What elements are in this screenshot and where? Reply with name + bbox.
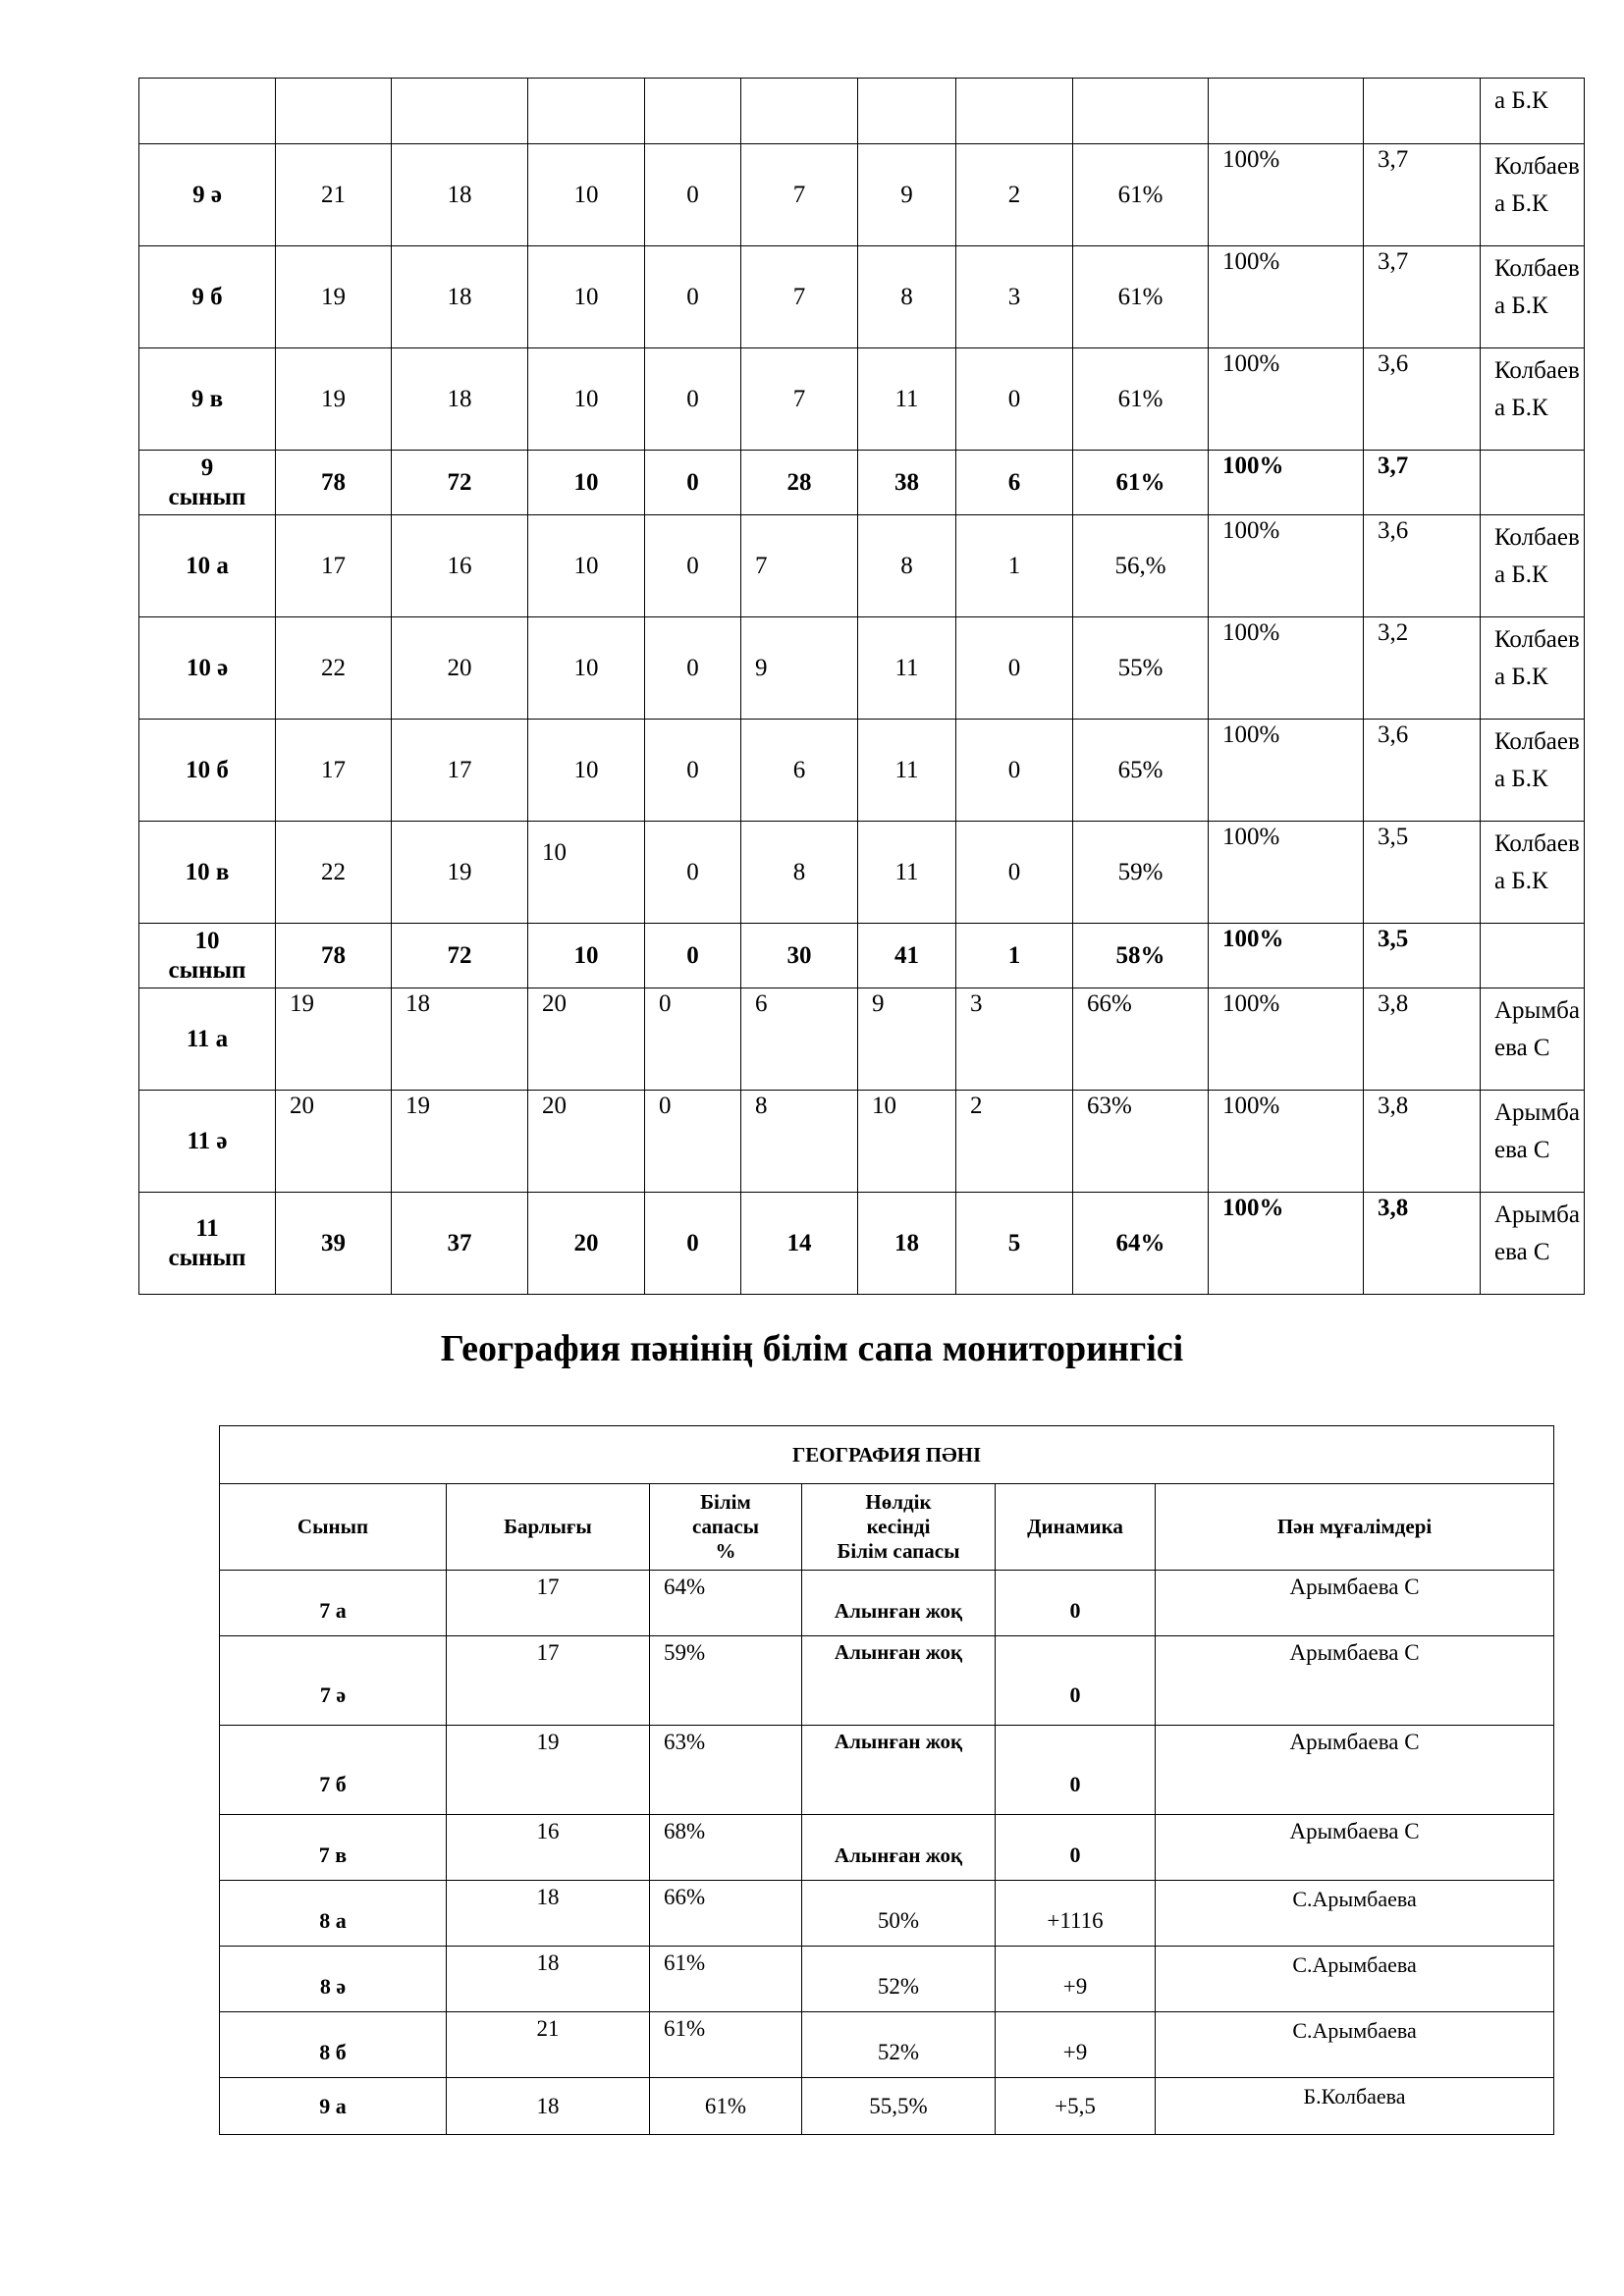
- grade3-cell: 8: [741, 1091, 858, 1193]
- avg-cell: 3,5: [1364, 924, 1481, 988]
- success-cell: 100%: [1209, 617, 1364, 720]
- wrote-cell: 18: [392, 144, 528, 246]
- table-row: [220, 1815, 1554, 1881]
- grade2-cell: 0: [645, 144, 741, 246]
- max-cell: 20: [528, 1091, 645, 1193]
- table-row: [220, 2078, 1554, 2135]
- quality-cell: 59%: [1073, 822, 1209, 924]
- summary-row: [139, 1193, 1585, 1295]
- class-cell: 11 ә: [139, 1091, 276, 1193]
- grade5-cell: 3: [956, 246, 1073, 348]
- table-row: [139, 348, 1585, 451]
- grade2-cell: 0: [645, 924, 741, 988]
- class-cell: 8 а: [220, 1881, 447, 1947]
- class-cell: 9 ә: [139, 144, 276, 246]
- grade4-cell: 11: [858, 617, 956, 720]
- teacher-cell: Колбаев а Б.К: [1481, 144, 1585, 246]
- class-cell: 11 а: [139, 988, 276, 1091]
- class-cell: 7 в: [220, 1815, 447, 1881]
- table-row: [139, 988, 1585, 1091]
- header-quality: Білім сапасы %: [650, 1484, 802, 1571]
- table-row: [220, 1571, 1554, 1636]
- teacher-cell: Колбаев а Б.К: [1481, 822, 1585, 924]
- wrote-cell: 20: [392, 617, 528, 720]
- teacher-cell: Колбаев а Б.К: [1481, 617, 1585, 720]
- dynamics-cell: 0: [996, 1571, 1156, 1636]
- grade5-cell: 0: [956, 617, 1073, 720]
- grade5-cell: 2: [956, 144, 1073, 246]
- total-cell: 17: [276, 515, 392, 617]
- grade4-cell: 10: [858, 1091, 956, 1193]
- avg-cell: 3,6: [1364, 515, 1481, 617]
- wrote-cell: 19: [392, 1091, 528, 1193]
- table-row: [139, 246, 1585, 348]
- success-cell: 100%: [1209, 1193, 1364, 1295]
- grade4-cell: 41: [858, 924, 956, 988]
- zero-slice-cell: 55,5%: [802, 2078, 996, 2135]
- success-cell: 100%: [1209, 1091, 1364, 1193]
- class-cell: 9 а: [220, 2078, 447, 2135]
- total-cell: 19: [276, 246, 392, 348]
- dynamics-cell: +1116: [996, 1881, 1156, 1947]
- quality-cell: 61%: [1073, 246, 1209, 348]
- avg-cell: 3,7: [1364, 451, 1481, 515]
- success-cell: 100%: [1209, 988, 1364, 1091]
- total-cell: 17: [276, 720, 392, 822]
- max-cell: 10: [528, 720, 645, 822]
- grade5-cell: 3: [956, 988, 1073, 1091]
- quality-cell: 61%: [650, 2012, 802, 2078]
- grade5-cell: 2: [956, 1091, 1073, 1193]
- table-row: [139, 720, 1585, 822]
- grade2-cell: 0: [645, 1091, 741, 1193]
- grade3-cell: 6: [741, 988, 858, 1091]
- total-cell: 78: [276, 924, 392, 988]
- section-title: География пәнінің білім сапа мониторингісі: [440, 1328, 1184, 1369]
- success-cell: 100%: [1209, 924, 1364, 988]
- avg-cell: 3,6: [1364, 348, 1481, 451]
- grade4-cell: 11: [858, 720, 956, 822]
- grade2-cell: 0: [645, 348, 741, 451]
- total-cell: 39: [276, 1193, 392, 1295]
- header-total: Барлығы: [447, 1484, 650, 1571]
- grade3-cell: 6: [741, 720, 858, 822]
- dynamics-cell: 0: [996, 1726, 1156, 1815]
- class-cell: 10 б: [139, 720, 276, 822]
- class-cell: 10 в: [139, 822, 276, 924]
- grade2-cell: 0: [645, 617, 741, 720]
- total-cell: 19: [276, 988, 392, 1091]
- quality-cell: 59%: [650, 1636, 802, 1726]
- summary-row: [139, 924, 1585, 988]
- table-row: [220, 1636, 1554, 1726]
- grade4-cell: 11: [858, 348, 956, 451]
- table-row: [139, 144, 1585, 246]
- success-cell: 100%: [1209, 246, 1364, 348]
- grade3-cell: 28: [741, 451, 858, 515]
- teacher-cell: Арымба ева С: [1481, 1193, 1585, 1295]
- total-cell: 22: [276, 617, 392, 720]
- quality-cell: 61%: [650, 1947, 802, 2012]
- class-cell: 9 сынып: [139, 451, 276, 515]
- avg-cell: 3,8: [1364, 1091, 1481, 1193]
- success-cell: 100%: [1209, 144, 1364, 246]
- header-zero-slice: Нөлдік кесінді Білім сапасы: [802, 1484, 996, 1571]
- teacher-cell: С.Арымбаева: [1156, 2012, 1554, 2078]
- quality-cell: 63%: [1073, 1091, 1209, 1193]
- wrote-cell: 37: [392, 1193, 528, 1295]
- header-dynamics: Динамика: [996, 1484, 1156, 1571]
- grade3-cell: 7: [741, 144, 858, 246]
- quality-cell: 58%: [1073, 924, 1209, 988]
- success-cell: 100%: [1209, 451, 1364, 515]
- avg-cell: 3,5: [1364, 822, 1481, 924]
- grade2-cell: 0: [645, 822, 741, 924]
- zero-slice-cell: 52%: [802, 1947, 996, 2012]
- class-cell: 7 а: [220, 1571, 447, 1636]
- quality-cell: 61%: [650, 2078, 802, 2135]
- teacher-cell: Б.Колбаева: [1156, 2078, 1554, 2135]
- quality-cell: 66%: [1073, 988, 1209, 1091]
- grade2-cell: 0: [645, 515, 741, 617]
- max-cell: 10: [528, 246, 645, 348]
- zero-slice-cell: 52%: [802, 2012, 996, 2078]
- teacher-cell: Арымбаева С: [1156, 1571, 1554, 1636]
- grade3-cell: 8: [741, 822, 858, 924]
- class-cell: 10 сынып: [139, 924, 276, 988]
- success-cell: 100%: [1209, 515, 1364, 617]
- summary-row: [139, 451, 1585, 515]
- grade4-cell: 9: [858, 988, 956, 1091]
- wrote-cell: 18: [392, 348, 528, 451]
- quality-cell: 68%: [650, 1815, 802, 1881]
- max-cell: 10: [528, 822, 645, 924]
- quality-cell: 61%: [1073, 348, 1209, 451]
- quality-cell: 65%: [1073, 720, 1209, 822]
- table-row: [139, 617, 1585, 720]
- grade2-cell: 0: [645, 1193, 741, 1295]
- max-cell: 10: [528, 451, 645, 515]
- success-cell: 100%: [1209, 348, 1364, 451]
- zero-slice-cell: Алынған жоқ: [802, 1571, 996, 1636]
- class-results-table: [138, 78, 1585, 1295]
- zero-slice-cell: Алынған жоқ: [802, 1815, 996, 1881]
- zero-slice-cell: Алынған жоқ: [802, 1726, 996, 1815]
- avg-cell: 3,2: [1364, 617, 1481, 720]
- grade3-cell: 7: [741, 246, 858, 348]
- table-caption: ГЕОГРАФИЯ ПӘНІ: [220, 1426, 1554, 1484]
- grade5-cell: 0: [956, 822, 1073, 924]
- grade3-cell: 7: [741, 515, 858, 617]
- teacher-cell: Арымба ева С: [1481, 1091, 1585, 1193]
- grade3-cell: 7: [741, 348, 858, 451]
- max-cell: 20: [528, 988, 645, 1091]
- total-cell: 19: [447, 1726, 650, 1815]
- zero-slice-cell: Алынған жоқ: [802, 1636, 996, 1726]
- teacher-cell: Колбаев а Б.К: [1481, 348, 1585, 451]
- max-cell: 20: [528, 1193, 645, 1295]
- dynamics-cell: +9: [996, 1947, 1156, 2012]
- grade4-cell: 8: [858, 515, 956, 617]
- quality-cell: 64%: [1073, 1193, 1209, 1295]
- grade4-cell: 9: [858, 144, 956, 246]
- zero-slice-cell: 50%: [802, 1881, 996, 1947]
- grade3-cell: 14: [741, 1193, 858, 1295]
- grade4-cell: 11: [858, 822, 956, 924]
- dynamics-cell: 0: [996, 1636, 1156, 1726]
- total-cell: 78: [276, 451, 392, 515]
- class-cell: 7 б: [220, 1726, 447, 1815]
- table-row: [139, 515, 1585, 617]
- total-cell: 17: [447, 1636, 650, 1726]
- class-cell: 8 ә: [220, 1947, 447, 2012]
- teacher-cell: а Б.К: [1481, 79, 1585, 144]
- class-cell: 11 сынып: [139, 1193, 276, 1295]
- quality-cell: 61%: [1073, 451, 1209, 515]
- grade4-cell: 18: [858, 1193, 956, 1295]
- success-cell: 100%: [1209, 720, 1364, 822]
- total-cell: 20: [276, 1091, 392, 1193]
- wrote-cell: 16: [392, 515, 528, 617]
- total-cell: 21: [276, 144, 392, 246]
- grade2-cell: 0: [645, 720, 741, 822]
- total-cell: 18: [447, 2078, 650, 2135]
- class-cell: 9 б: [139, 246, 276, 348]
- grade5-cell: 6: [956, 451, 1073, 515]
- dynamics-cell: +5,5: [996, 2078, 1156, 2135]
- max-cell: 10: [528, 924, 645, 988]
- wrote-cell: 17: [392, 720, 528, 822]
- wrote-cell: 18: [392, 988, 528, 1091]
- table-row: [139, 79, 1585, 144]
- total-cell: 19: [276, 348, 392, 451]
- dynamics-cell: +9: [996, 2012, 1156, 2078]
- avg-cell: 3,8: [1364, 1193, 1481, 1295]
- grade4-cell: 8: [858, 246, 956, 348]
- teacher-cell: Арымба ева С: [1481, 988, 1585, 1091]
- quality-cell: 64%: [650, 1571, 802, 1636]
- class-cell: 10 ә: [139, 617, 276, 720]
- grade2-cell: 0: [645, 246, 741, 348]
- grade4-cell: 38: [858, 451, 956, 515]
- quality-cell: 61%: [1073, 144, 1209, 246]
- table-caption-row: [220, 1426, 1554, 1484]
- table-row: [220, 2012, 1554, 2078]
- total-cell: 16: [447, 1815, 650, 1881]
- grade2-cell: 0: [645, 451, 741, 515]
- wrote-cell: 19: [392, 822, 528, 924]
- class-cell: 10 а: [139, 515, 276, 617]
- avg-cell: 3,7: [1364, 144, 1481, 246]
- avg-cell: 3,7: [1364, 246, 1481, 348]
- header-class: Сынып: [220, 1484, 447, 1571]
- avg-cell: 3,6: [1364, 720, 1481, 822]
- teacher-cell: Колбаев а Б.К: [1481, 515, 1585, 617]
- table-row: [220, 1726, 1554, 1815]
- total-cell: 22: [276, 822, 392, 924]
- grade3-cell: 30: [741, 924, 858, 988]
- success-cell: 100%: [1209, 822, 1364, 924]
- table-row: [139, 1091, 1585, 1193]
- quality-cell: 63%: [650, 1726, 802, 1815]
- teacher-cell: Арымбаева С: [1156, 1815, 1554, 1881]
- total-cell: 18: [447, 1881, 650, 1947]
- teacher-cell: С.Арымбаева: [1156, 1881, 1554, 1947]
- total-cell: 18: [447, 1947, 650, 2012]
- teacher-cell: Колбаев а Б.К: [1481, 720, 1585, 822]
- wrote-cell: 18: [392, 246, 528, 348]
- total-cell: 17: [447, 1571, 650, 1636]
- grade5-cell: 0: [956, 720, 1073, 822]
- max-cell: 10: [528, 348, 645, 451]
- wrote-cell: 72: [392, 451, 528, 515]
- table-row: [220, 1881, 1554, 1947]
- header-row: [220, 1484, 1554, 1571]
- geography-quality-table: [219, 1425, 1554, 2135]
- avg-cell: 3,8: [1364, 988, 1481, 1091]
- max-cell: 10: [528, 144, 645, 246]
- grade5-cell: 0: [956, 348, 1073, 451]
- class-cell: 8 б: [220, 2012, 447, 2078]
- quality-cell: 56,%: [1073, 515, 1209, 617]
- table-row: [139, 822, 1585, 924]
- max-cell: 10: [528, 515, 645, 617]
- wrote-cell: 72: [392, 924, 528, 988]
- table-row: [220, 1947, 1554, 2012]
- quality-cell: 66%: [650, 1881, 802, 1947]
- max-cell: 10: [528, 617, 645, 720]
- class-cell: 9 в: [139, 348, 276, 451]
- grade2-cell: 0: [645, 988, 741, 1091]
- quality-cell: 55%: [1073, 617, 1209, 720]
- teacher-cell: Колбаев а Б.К: [1481, 246, 1585, 348]
- grade3-cell: 9: [741, 617, 858, 720]
- grade5-cell: 5: [956, 1193, 1073, 1295]
- dynamics-cell: 0: [996, 1815, 1156, 1881]
- total-cell: 21: [447, 2012, 650, 2078]
- header-teachers: Пән мұғалімдері: [1156, 1484, 1554, 1571]
- teacher-cell: Арымбаева С: [1156, 1726, 1554, 1815]
- grade5-cell: 1: [956, 515, 1073, 617]
- class-cell: 7 ә: [220, 1636, 447, 1726]
- teacher-cell: С.Арымбаева: [1156, 1947, 1554, 2012]
- grade5-cell: 1: [956, 924, 1073, 988]
- teacher-cell: Арымбаева С: [1156, 1636, 1554, 1726]
